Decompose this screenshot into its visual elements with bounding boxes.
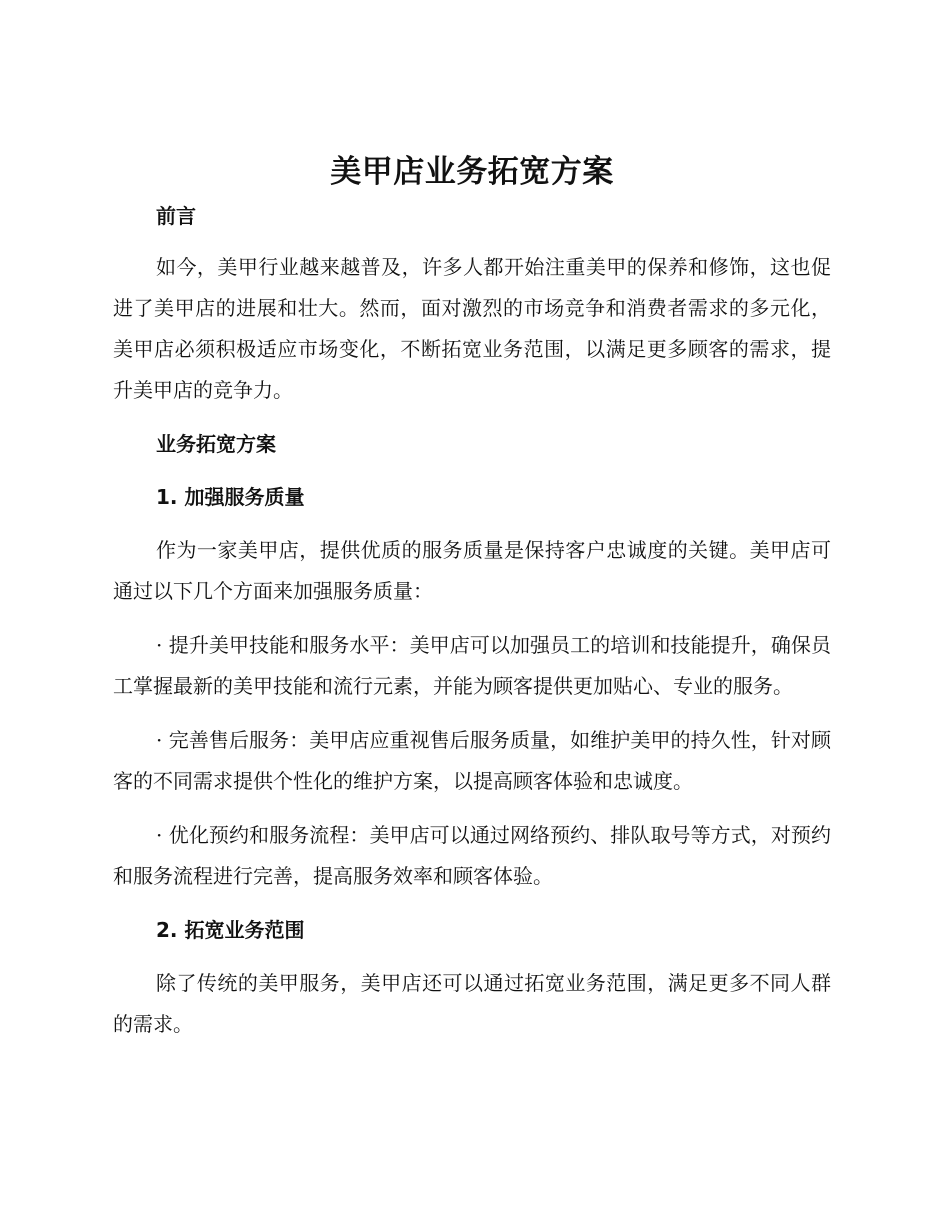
section1-bullet-skills: · 提升美甲技能和服务水平：美甲店可以加强员工的培训和技能提升，确保员工掌握最新的美甲技能和流行元素，并能为顾客提供更加贴心、专业的服务。 bbox=[113, 633, 831, 698]
plan-heading: 业务拓宽方案 bbox=[156, 432, 276, 456]
section2-intro: 除了传统的美甲服务，美甲店还可以通过拓宽业务范围，满足更多不同人群的需求。 bbox=[113, 971, 831, 1036]
section1-heading: 1. 加强服务质量 bbox=[156, 485, 305, 509]
section1-bullet-aftersales: · 完善售后服务：美甲店应重视售后服务质量，如维护美甲的持久性，针对顾客的不同需求提供个性化的维护方案，以提高顾客体验和忠诚度。 bbox=[113, 728, 831, 793]
document-page bbox=[113, 150, 831, 1058]
document-title: 美甲店业务拓宽方案 bbox=[330, 154, 614, 190]
preface-heading: 前言 bbox=[156, 204, 196, 228]
preface-paragraph: 如今，美甲行业越来越普及，许多人都开始注重美甲的保养和修饰，这也促进了美甲店的进展和壮大。然而，面对激烈的市场竞争和消费者需求的多元化，美甲店必须积极适应市场变化，不断拓宽业务范围，以满足更多顾客的需求，提升美甲店的竞争力。 bbox=[113, 255, 831, 402]
section1-bullet-booking: · 优化预约和服务流程：美甲店可以通过网络预约、排队取号等方式，对预约和服务流程进行完善，提高服务效率和顾客体验。 bbox=[113, 823, 831, 888]
section1-intro: 作为一家美甲店，提供优质的服务质量是保持客户忠诚度的关键。美甲店可通过以下几个方面来加强服务质量： bbox=[113, 538, 831, 603]
section2-heading: 2. 拓宽业务范围 bbox=[156, 918, 305, 942]
